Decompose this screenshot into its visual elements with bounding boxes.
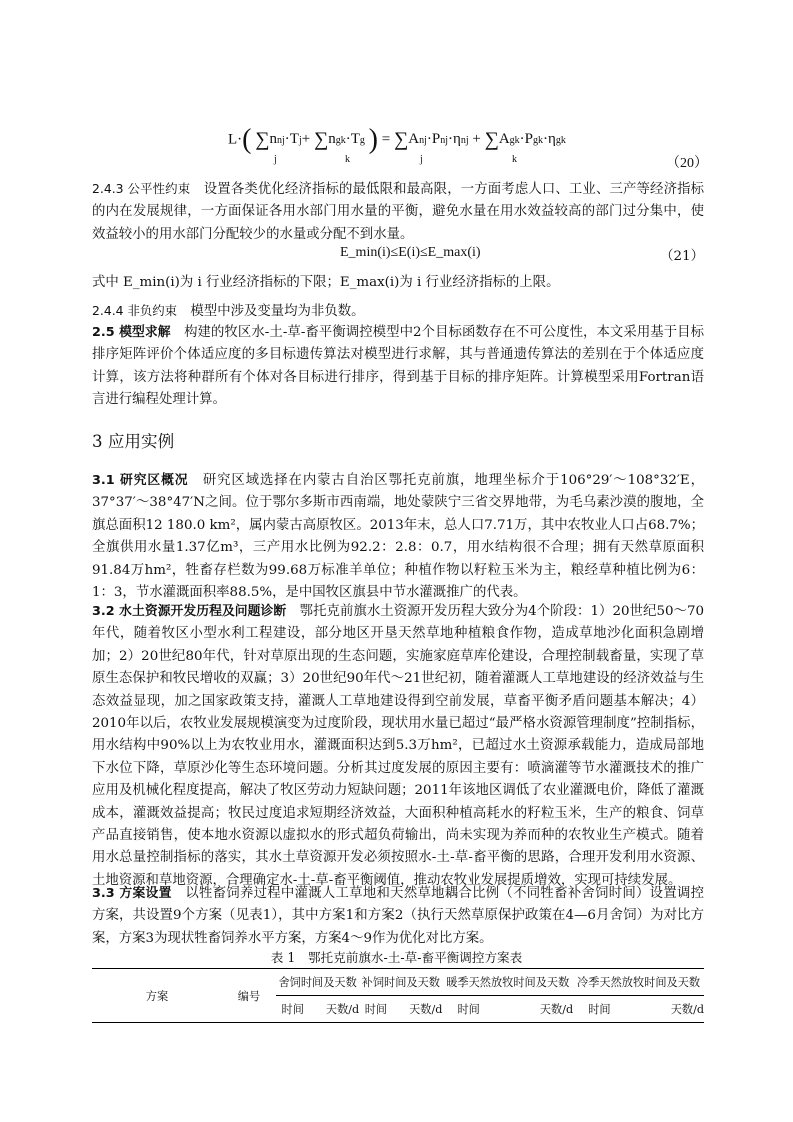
paragraph: 研究区域选择在内蒙古自治区鄂托克前旗，地理坐标介于106°29′～108°32′E，37°37′～38°47′N之间。位于鄂尔多斯市西南端，地处蒙陕宁三省交界地带，为毛乌素沙漠的腹地，全旗总面积12 180.0 km²，属内蒙古高原牧区。2013年末，总人口7.71万，其中农牧业人口占68.7%；全旗供用水量1.37亿m³，三产用水比例为92.2：2.8：0.7，用水结构很不合理；拥有天然草原面积91.84万hm²，牲畜存栏数为99.68万标准羊单位；种植作物以籽粒玉米为主，粮经草种植比例为6：1：3，节水灌溉面积率88.5%，是中国牧区旗县中节水灌溉推广的代表。 <box>92 473 704 601</box>
scheme-table <box>92 968 704 1023</box>
where-clause <box>92 272 704 294</box>
column-header-time: 时间 <box>457 1003 480 1016</box>
paragraph: 式中 E_min(i)为 i 行业经济指标的下限；E_max(i)为 i 行业经济指标的上限。 <box>92 275 560 290</box>
section-2-4-3 <box>92 178 704 246</box>
section-3-heading: 3 应用实例 <box>92 432 175 451</box>
equation-number: （20） <box>666 156 708 171</box>
section-3-1 <box>92 470 704 604</box>
section-heading: 2.4.3 公平性约束 <box>92 181 191 196</box>
column-header-time: 时间 <box>281 1003 304 1016</box>
section-2-4-4 <box>92 300 704 323</box>
column-header-days: 天数/d <box>409 1003 443 1016</box>
column-header-days: 天数/d <box>539 1003 574 1016</box>
column-group-header: 冷季天然放牧时间及天数 <box>573 969 704 996</box>
section-heading: 2.5 模型求解 <box>92 325 171 340</box>
column-header-days: 天数/d <box>670 1003 704 1016</box>
paragraph: 构建的牧区水-土-草-畜平衡调控模型中2个目标函数存在不可公度性，本文采用基于目标排序矩阵评价个体适应度的多目标遗传算法对模型进行求解，其与普通遗传算法的差别在于个体适应度计算，该方法将种群所有个体对各目标进行排序，得到基于目标的排序矩阵。计算模型采用Fortran语言进行编程处理计算。 <box>92 325 705 408</box>
section-3-2 <box>92 601 704 892</box>
section-3-3 <box>92 883 704 950</box>
paragraph: 鄂托克前旗水土资源开发历程大致分为4个阶段：1）20世纪50～70年代，随着牧区小型水利工程建设，部分地区开垦天然草地种植粮食作物，造成草地沙化面积急剧增加；2）20世纪80年代，针对草原出现的生态问题，实施家庭草库伦建设，合理控制载畜量，实现了草原生态保护和牧民增收的双赢；3）20世纪90年代～21世纪初，随着灌溉人工草地建设的经济效益与生态效益显现，加之国家政策支持，灌溉人工草地建设得到空前发展，草畜平衡矛盾问题基本解决；4）2010年以后，农牧业发展规模演变为过度阶段，现状用水量已超过“最严格水资源管理制度”控制指标，用水结构中90%以上为农牧业用水，灌溉面积达到5.3万hm²，已超过水土资源承载能力，造成局部地下水位下降，草原沙化等生态环境问题。分析其过度发展的原因主要有：喷滴灌等节水灌溉技术的推广应用及机械化程度提高，解决了牧区劳动力短缺问题；2011年该地区调低了农业灌溉电价，降低了灌溉成本，灌溉效益提高；牧民过度追求短期经济效益，大面积种植高耗水的籽粒玉米，生产的粮食、饲草产品直接销售，使本地水资源以虚拟水的形式超负荷输出，尚未实现为养而种的农牧业生产模式。随着用水总量控制指标的落实，其水土草资源开发必须按照水-土-草-畜平衡的思路，合理开发利用水资源、土地资源和草地资源，合理确定水-土-草-畜平衡阈值，推动农牧业发展提质增效，实现可持续发展。 <box>92 604 705 888</box>
paragraph: 以牲畜饲养过程中灌溉人工草地和天然草地耦合比例（不同牲畜补舍饲时间）设置调控方案，共设置9个方案（见表1），其中方案1和方案2（执行天然草原保护政策在4—6月舍饲）为对比方案，方案3为现状牲畜饲养水平方案，方案4～9作为优化对比方案。 <box>92 886 705 946</box>
column-header-time: 时间 <box>588 1003 611 1016</box>
column-header-id: 编号 <box>222 969 276 1023</box>
column-group-header: 舍饲时间及天数 <box>276 969 359 996</box>
section-heading: 3.3 方案设置 <box>92 886 172 901</box>
section-heading: 3.1 研究区概况 <box>92 473 189 488</box>
column-group-header: 补饲时间及天数 <box>359 969 442 996</box>
column-header-time: 时间 <box>364 1003 388 1016</box>
column-header-days: 天数/d <box>325 1003 360 1016</box>
equation-text: E_min(i)≤E(i)≤E_max(i) <box>340 245 481 260</box>
section-heading: 2.4.4 非负约束 <box>92 303 178 318</box>
column-group-header: 暖季天然放牧时间及天数 <box>442 969 573 996</box>
equation-number: （21） <box>660 249 704 264</box>
column-header-scheme: 方案 <box>92 969 222 1023</box>
equation-20: L·( ∑nnj·Tj+ ∑ngk·Tg ) = ∑Anj·Pnj·ηnj + ∑Agk·Pgk·ηgk j k j k （20） <box>228 124 708 171</box>
table-caption: 表 1 鄂托克前旗水-土-草-畜平衡调控方案表 <box>270 950 523 965</box>
section-heading: 3.2 水土资源开发历程及问题诊断 <box>92 604 287 619</box>
paragraph: 模型中涉及变量均为非负数。 <box>190 304 365 319</box>
paragraph: 设置各类优化经济指标的最低限和最高限，一方面考虑人口、工业、三产等经济指标的内在发展规律，一方面保证各用水部门用水量的平衡，避免水量在用水效益较高的部门过分集中，使效益较小的用水部门分配较少的水量或分配不到水量。 <box>92 182 705 242</box>
section-2-5 <box>92 322 704 412</box>
